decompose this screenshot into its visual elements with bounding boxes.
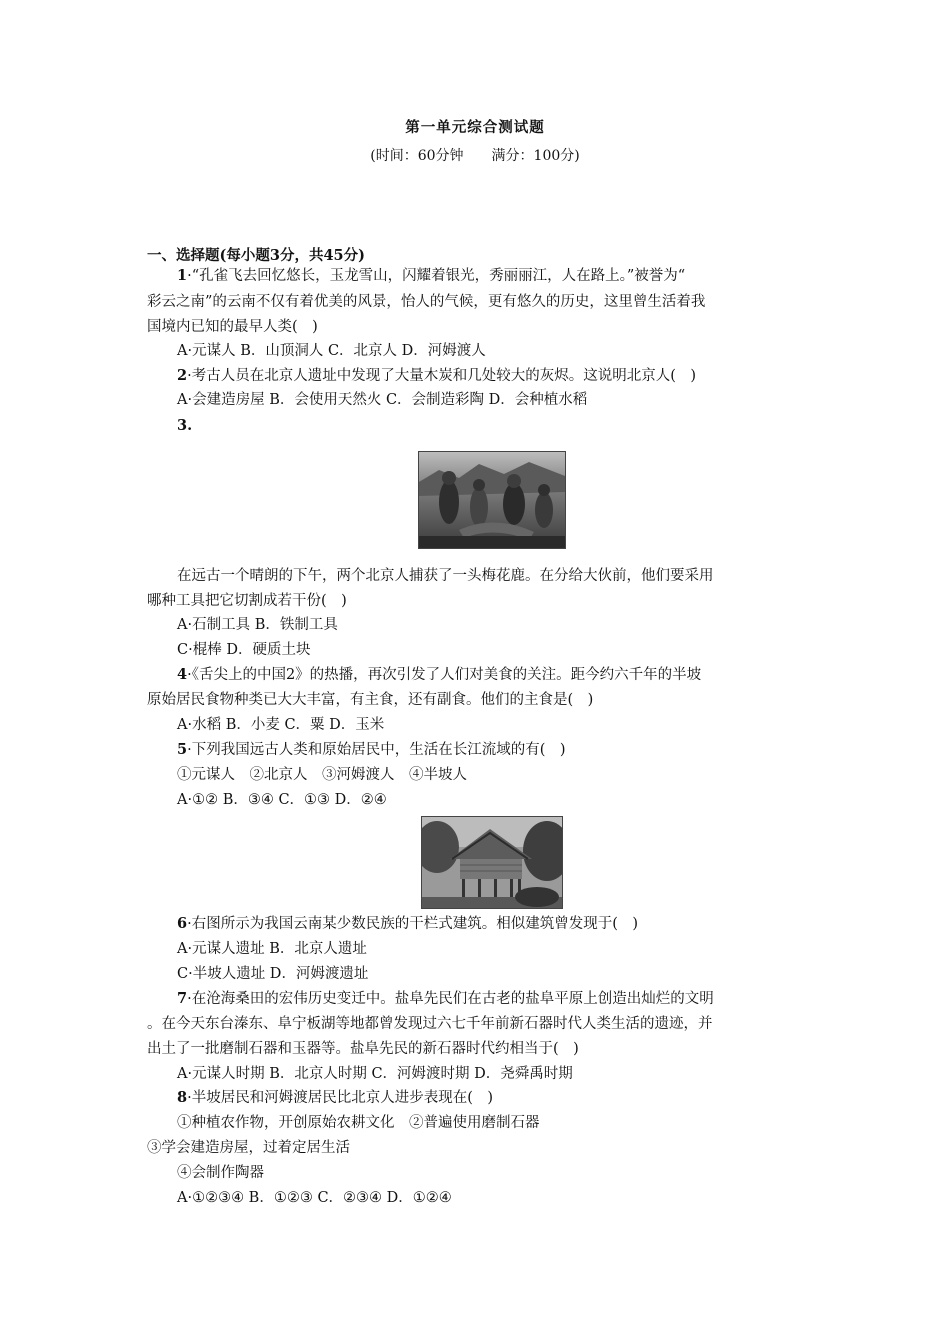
answer-options: A·①②③④ B．①②③ C．②③④ D．①②④: [177, 1190, 452, 1206]
question-1-text: [177, 266, 685, 286]
page-subtitle: (时间：60分钟 满分：100分): [370, 148, 580, 164]
question-5-text: [177, 740, 566, 760]
answer-options: A·元谋人时期 B．北京人时期 C．河姆渡时期 D．尧舜禹时期: [177, 1066, 573, 1082]
answer-options: C·棍棒 D．硬质土块: [177, 642, 311, 658]
question-6-text: [177, 914, 638, 934]
question-text-line: ·“孔雀飞去回忆悠长，玉龙雪山，闪耀着银光，秀丽丽江，人在路上。”被誉为“: [187, 268, 686, 284]
question-text-line: 彩云之南”的云南不仅有着优美的风景，怡人的气候，更有悠久的历史，这里曾生活着我: [147, 294, 706, 310]
answer-options: C·半坡人遗址 D．河姆渡遗址: [177, 966, 369, 982]
stilt-house-photo: [421, 816, 563, 909]
peking-man-illustration: [418, 451, 566, 549]
question-number: 8: [177, 1089, 188, 1106]
answer-options: A·石制工具 B．铁制工具: [177, 617, 338, 633]
question-number: 5: [177, 741, 188, 758]
question-number: 6: [177, 915, 188, 932]
answer-options: A·水稻 B．小麦 C．粟 D．玉米: [177, 717, 385, 733]
question-text-line: ·考古人员在北京人遗址中发现了大量木炭和几处较大的灰烬。这说明北京人( ): [187, 368, 697, 384]
answer-options: A·①② B．③④ C．①③ D．②④: [177, 792, 387, 808]
answer-options: A·元谋人遗址 B．北京人遗址: [177, 941, 367, 957]
page-title: 第一单元综合测试题: [405, 119, 545, 136]
question-text-line: ·下列我国远古人类和原始居民中，生活在长江流域的有( ): [187, 742, 566, 758]
question-number: 7: [177, 990, 188, 1007]
question-text-line: ·《舌尖上的中国2》的热播，再次引发了人们对美食的关注。距今约六千年的半坡: [187, 667, 702, 683]
question-number: 2: [177, 367, 188, 384]
question-number: 4: [177, 666, 188, 683]
question-text-line: 出土了一批磨制石器和玉器等。盐阜先民的新石器时代约相当于( ): [147, 1041, 579, 1057]
question-items: ③学会建造房屋，过着定居生活: [147, 1140, 350, 1156]
question-text-line: ·半坡居民和河姆渡居民比北京人进步表现在( ): [187, 1090, 494, 1106]
question-text-line: 原始居民食物种类已大大丰富，有主食，还有副食。他们的主食是( ): [147, 692, 594, 708]
question-2-text: [177, 366, 696, 386]
answer-options: A·元谋人 B．山顶洞人 C．北京人 D．河姆渡人: [177, 343, 486, 359]
question-7-text: [177, 989, 714, 1009]
question-8-text: [177, 1088, 493, 1108]
question-4-text: [177, 665, 701, 685]
question-number: 3.: [177, 417, 193, 434]
question-text-line: 。在今天东台溱东、阜宁板湖等地都曾发现过六七千年前新石器时代人类生活的遗迹，并: [147, 1016, 713, 1032]
question-text-line: 国境内已知的最早人类( ): [147, 319, 318, 335]
question-items: ①种植农作物，开创原始农耕文化 ②普遍使用磨制石器: [177, 1115, 540, 1131]
section-heading: 一、选择题(每小题3分，共45分): [147, 247, 365, 264]
question-text-line: ·在沧海桑田的宏伟历史变迁中。盐阜先民们在古老的盐阜平原上创造出灿烂的文明: [187, 991, 714, 1007]
question-items: ①元谋人 ②北京人 ③河姆渡人 ④半坡人: [177, 767, 467, 783]
question-text-line: ·右图所示为我国云南某少数民族的干栏式建筑。相似建筑曾发现于( ): [187, 916, 639, 932]
question-items: ④会制作陶器: [177, 1165, 264, 1181]
answer-options: A·会建造房屋 B．会使用天然火 C．会制造彩陶 D．会种植水稻: [177, 392, 588, 408]
question-text-line: 哪种工具把它切割成若干份( ): [147, 593, 347, 609]
question-number: 1: [177, 267, 188, 284]
question-text-line: 在远古一个晴朗的下午，两个北京人捕获了一头梅花鹿。在分给大伙前，他们要采用: [177, 568, 714, 584]
